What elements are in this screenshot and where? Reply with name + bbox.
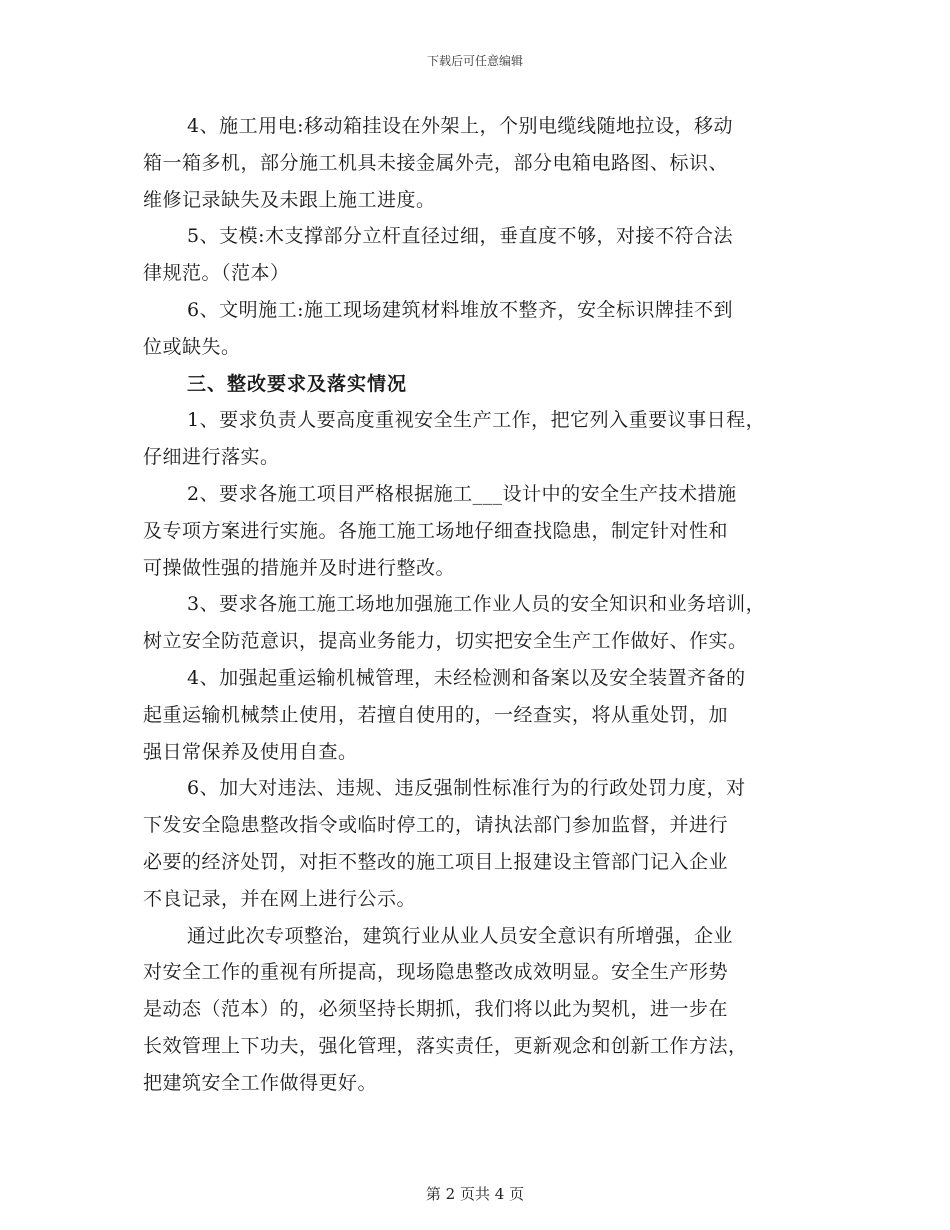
text-line: 是动态（范本）的，必须坚持长期抓，我们将以此为契机，进一步在 — [143, 998, 729, 1021]
page-footer: 第 2 页共 4 页 — [425, 1185, 525, 1203]
text-line: 可操做性强的措施并及时进行整改。 — [143, 556, 456, 579]
text-line: 维修记录缺失及未跟上施工进度。 — [143, 188, 436, 211]
text-line: 位或缺失。 — [143, 335, 241, 358]
text-line: 下发安全隐患整改指令或临时停工的，请执法部门参加监督，并进行 — [143, 814, 729, 837]
text-line: 起重运输机械禁止使用，若擅自使用的，一经查实，将从重处罚，加 — [143, 703, 729, 726]
text-line: 2、要求各施工项目严格根据施工___设计中的安全生产技术措施 — [187, 482, 737, 505]
text-line: 不良记录，并在网上进行公示。 — [143, 887, 417, 910]
text-line: 对安全工作的重视有所提高，现场隐患整改成效明显。安全生产形势 — [143, 961, 729, 984]
text-line: 6、文明施工:施工现场建筑材料堆放不整齐，安全标识牌挂不到 — [187, 298, 733, 321]
text-line: 长效管理上下功夫，强化管理，落实责任，更新观念和创新工作方法， — [143, 1034, 748, 1057]
section-heading: 三、整改要求及落实情况 — [187, 372, 408, 395]
document-body — [143, 108, 823, 1102]
page-header: 下载后可任意编辑 — [426, 54, 523, 68]
text-line: 仔细进行落实。 — [143, 446, 280, 469]
text-line: 1、要求负责人要高度重视安全生产工作，把它列入重要议事日程， — [187, 409, 766, 432]
text-line: 3、要求各施工施工场地加强施工作业人员的安全知识和业务培训， — [187, 593, 766, 616]
text-line: 必要的经济处罚，对拒不整改的施工项目上报建设主管部门记入企业 — [143, 850, 729, 873]
text-line: 4、施工用电:移动箱挂设在外架上，个别电缆线随地拉设，移动 — [187, 115, 733, 137]
text-line: 5、支模:木支撑部分立杆直径过细，垂直度不够，对接不符合法 — [187, 225, 733, 248]
text-line: 把建筑安全工作做得更好。 — [143, 1071, 378, 1094]
text-line: 律规范。（范本） — [143, 262, 290, 285]
text-line: 强日常保养及使用自查。 — [143, 740, 358, 763]
text-line: 及专项方案进行实施。各施工施工场地仔细查找隐患，制定针对性和 — [143, 519, 729, 542]
text-line: 树立安全防范意识，提高业务能力，切实把安全生产工作做好、作实。 — [143, 630, 748, 653]
text-line: 4、加强起重运输机械管理，未经检测和备案以及安全装置齐备的 — [187, 666, 746, 689]
text-line: 箱一箱多机，部分施工机具未接金属外壳，部分电箱电路图、标识、 — [143, 151, 729, 174]
text-line: 通过此次专项整治，建筑行业从业人员安全意识有所增强，企业 — [187, 924, 734, 947]
text-line: 6、加大对违法、违规、违反强制性标准行为的行政处罚力度，对 — [187, 777, 746, 800]
